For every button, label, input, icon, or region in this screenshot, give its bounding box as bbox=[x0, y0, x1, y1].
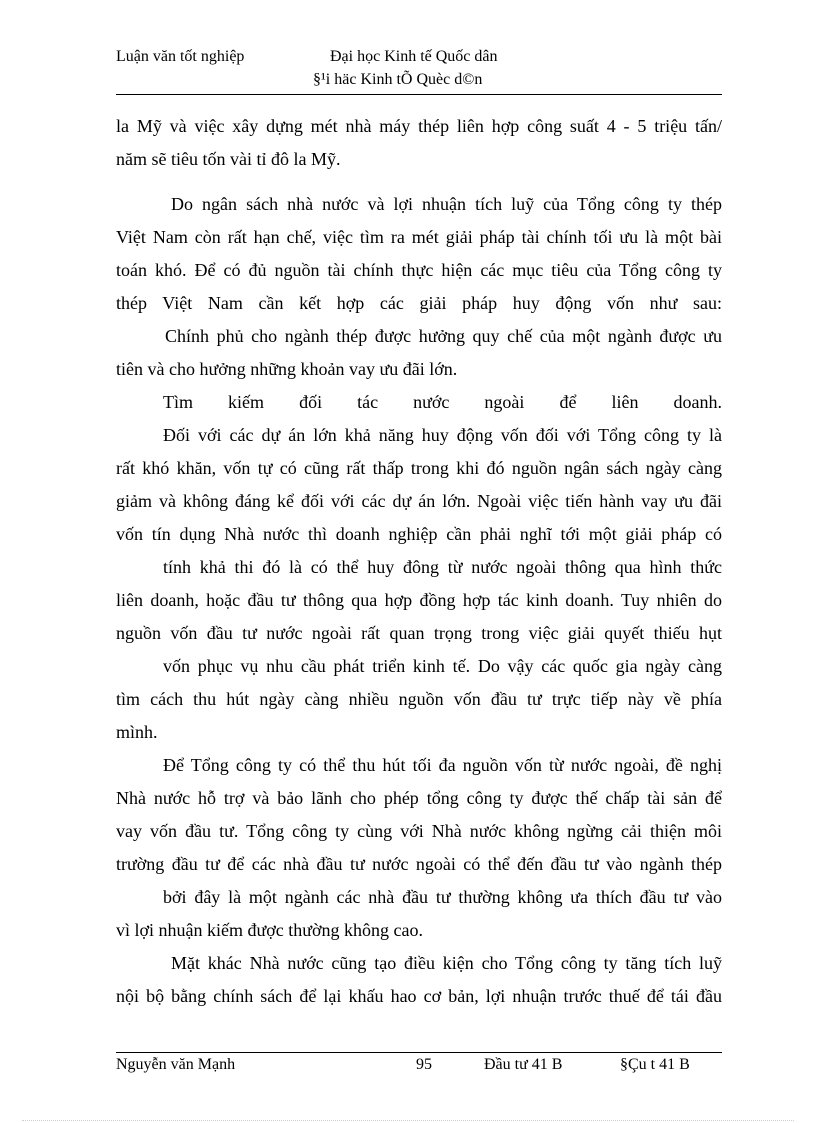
body-line: Tìm kiếm đối tác nước ngoài để liên doanh. bbox=[163, 392, 722, 412]
body-line: Đối với các dự án lớn khả năng huy động vốn đối với Tổng công ty là bbox=[163, 425, 722, 445]
body-line: liên doanh, hoặc đầu tư thông qua hợp đồng hợp tác kinh doanh. Tuy nhiên do bbox=[116, 590, 722, 610]
body-line: Nhà nước hỗ trợ và bảo lãnh cho phép tổng công ty được thế chấp tài sản để bbox=[116, 788, 722, 808]
body-line: Chính phủ cho ngành thép được hưởng quy chế của một ngành được ưu bbox=[165, 326, 722, 346]
body-line: tiên và cho hưởng những khoản vay ưu đãi lớn. bbox=[116, 359, 458, 379]
page-number: 95 bbox=[416, 1056, 432, 1073]
body-line: tìm cách thu hút ngày càng nhiều nguồn vốn đầu tư trực tiếp này về phía bbox=[116, 689, 722, 709]
body-line: toán khó. Để có đủ nguồn tài chính thực hiện các mục tiêu của Tổng công ty bbox=[116, 260, 722, 280]
body-line: Để Tổng công ty có thể thu hút tối đa nguồn vốn từ nước ngoài, đề nghị bbox=[163, 755, 722, 775]
footer-author: Nguyễn văn Mạnh bbox=[116, 1056, 236, 1073]
paragraph-gap bbox=[116, 176, 722, 188]
body-line: vốn tín dụng Nhà nước thì doanh nghiệp cần phải nghĩ tới một giải pháp có bbox=[116, 524, 722, 544]
body-line: vốn phục vụ nhu cầu phát triển kinh tế. Do vậy các quốc gia ngày càng bbox=[163, 656, 722, 676]
footer-divider bbox=[116, 1052, 722, 1053]
body-line: Việt Nam còn rất hạn chế, việc tìm ra mét giải pháp tài chính tối ưu là một bài bbox=[116, 227, 722, 247]
body-line: rất khó khăn, vốn tự có cũng rất thấp trong khi đó nguồn ngân sách ngày càng bbox=[116, 458, 722, 478]
body-line: nội bộ bằng chính sách để lại khấu hao cơ bản, lợi nhuận trước thuế để tái đầu bbox=[116, 986, 722, 1006]
body-line: Mặt khác Nhà nước cũng tạo điều kiện cho Tổng công ty tăng tích luỹ bbox=[171, 953, 722, 973]
body-line: bởi đây là một ngành các nhà đầu tư thường không ưa thích đầu tư vào bbox=[163, 887, 722, 907]
body-line: thép Việt Nam cần kết hợp các giải pháp huy động vốn như sau: bbox=[116, 293, 722, 313]
footer-class: Đầu tư 41 B bbox=[484, 1056, 563, 1073]
body-line: nguồn vốn đầu tư nước ngoài rất quan trọng trong việc giải quyết thiếu hụt bbox=[116, 623, 722, 643]
body-line: trường đầu tư để các nhà đầu tư nước ngoài có thể đến đầu tư vào ngành thép bbox=[116, 854, 722, 874]
body-line: vay vốn đầu tư. Tổng công ty cùng với Nhà nước không ngừng cải thiện môi bbox=[116, 821, 722, 841]
header-left-title: Luận văn tốt nghiệp bbox=[116, 48, 245, 65]
body-line: mình. bbox=[116, 722, 158, 742]
body-line: giảm và không đáng kể đối với các dự án lớn. Ngoài việc tiến hành vay ưu đãi bbox=[116, 491, 722, 511]
body-line: Do ngân sách nhà nước và lợi nhuận tích luỹ của Tổng công ty thép bbox=[171, 194, 722, 214]
footer-class-garbled: §Çu t 41 B bbox=[620, 1056, 690, 1073]
body-text bbox=[116, 110, 722, 1013]
header-right-title: Đại học Kinh tế Quốc dân bbox=[330, 48, 498, 65]
header-divider bbox=[116, 94, 722, 95]
body-line: năm sẽ tiêu tốn vài tỉ đô la Mỹ. bbox=[116, 149, 341, 169]
body-line: vì lợi nhuận kiếm được thường không cao. bbox=[116, 920, 424, 940]
header-garbled-subtitle: §¹i häc Kinh tÕ Quèc d©n bbox=[313, 71, 483, 88]
body-line: la Mỹ và việc xây dựng mét nhà máy thép liên hợp công suất 4 - 5 triệu tấn/ bbox=[116, 116, 722, 136]
body-line: tính khả thi đó là có thể huy đông từ nước ngoài thông qua hình thức bbox=[163, 557, 722, 577]
page-bottom-edge bbox=[22, 1120, 794, 1121]
